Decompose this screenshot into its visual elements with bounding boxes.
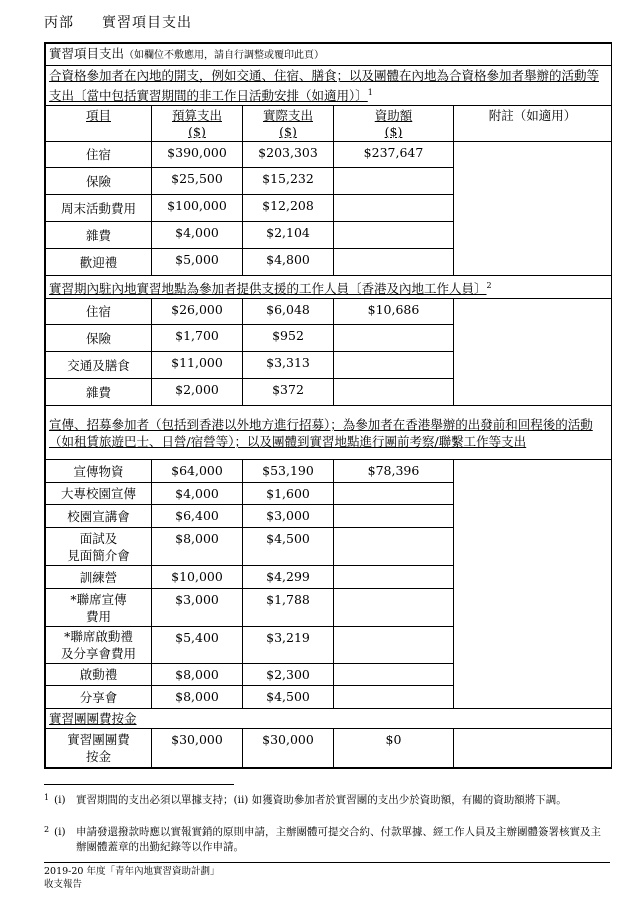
row-grant [334, 195, 454, 222]
col-grant: 資助額 ($) [334, 106, 454, 142]
page-header [44, 12, 192, 32]
column-header-row [46, 106, 612, 142]
footer-line-2: 收支報告 [44, 879, 83, 890]
row-budget: $8,000 [152, 664, 243, 686]
row-budget: $5,000 [152, 249, 243, 276]
row-item: 大專校園宣傳 [46, 483, 152, 505]
row-budget: $64,000 [152, 460, 243, 483]
row-actual: $12,208 [243, 195, 334, 222]
row-grant [334, 589, 454, 627]
row-actual: $2,104 [243, 222, 334, 249]
row-item: 分享會 [46, 686, 152, 709]
row-grant [334, 222, 454, 249]
row-actual: $952 [243, 325, 334, 352]
row-grant [334, 664, 454, 686]
row-grant: $78,396 [334, 460, 454, 483]
row-item: 啟動禮 [46, 664, 152, 686]
row-grant [334, 528, 454, 566]
row-item: 實習團團費 按金 [46, 729, 152, 768]
row-actual: $53,190 [243, 460, 334, 483]
row-actual: $1,600 [243, 483, 334, 505]
row-item: *聯席宣傳 費用 [46, 589, 152, 627]
row-budget: $3,000 [152, 589, 243, 627]
row-grant: $10,686 [334, 299, 454, 325]
row-actual: $6,048 [243, 299, 334, 325]
row-budget: $390,000 [152, 142, 243, 168]
table-row [46, 729, 612, 768]
row-item: 面試及 見面簡介會 [46, 528, 152, 566]
row-item: 住宿 [46, 299, 152, 325]
row-actual: $372 [243, 379, 334, 406]
row-actual: $4,500 [243, 686, 334, 709]
row-item: 訓練營 [46, 566, 152, 589]
row-actual: $1,788 [243, 589, 334, 627]
row-item: 保險 [46, 168, 152, 195]
table-row [46, 460, 612, 483]
section-a-heading: 合資格參加者在內地的開支，例如交通、住宿、膳食；以及團體在內地為合資格參加者舉辦的活動等支出〔當中包括實習期間的非工作日活動安排（如適用）〕$^1$ [46, 66, 612, 106]
col-budget: 預算支出 ($) [152, 106, 243, 142]
row-item: 雜費 [46, 222, 152, 249]
row-budget: $5,400 [152, 627, 243, 664]
section-main-title: 實習項目支出（如欄位不敷應用，請自行調整或覆印此頁） [46, 44, 612, 66]
row-item: *聯席啟動禮 及分享會費用 [46, 627, 152, 664]
row-budget: $10,000 [152, 566, 243, 589]
row-grant [334, 325, 454, 352]
row-budget: $11,000 [152, 352, 243, 379]
footnote-2: 2 (i) 申請發還撥款時應以實報實銷的原則申請，主辦團體可提交合約、付款單據、經工作人員及主辦團體簽署核實及主辦團體蓋章的出勤紀錄等以作申請。 [44, 825, 601, 853]
row-item: 校園宣講會 [46, 505, 152, 528]
row-budget: $2,000 [152, 379, 243, 406]
section-c-heading: 宣傳、招募參加者（包括到香港以外地方進行招募）；為參加者在香港舉辦的出發前和回程後的活動（如租賃旅遊巴士、日營/宿營等）；以及團體到實習地點進行團前考察/聯繫工作等支出 [46, 406, 612, 460]
row-grant: $237,647 [334, 142, 454, 168]
row-actual: $3,219 [243, 627, 334, 664]
row-budget: $1,700 [152, 325, 243, 352]
remark-cell-b [454, 299, 612, 406]
footnote-divider [44, 784, 234, 785]
footer-line-1: 2019-20 年度「青年內地實習資助計劃」 [44, 866, 220, 877]
section-b-heading: 實習期內駐內地實習地點為參加者提供支援的工作人員〔香港及內地工作人員〕$^2$ [46, 276, 612, 299]
expense-form [44, 42, 612, 769]
table-row [46, 299, 612, 325]
table-row [46, 142, 612, 168]
row-budget: $4,000 [152, 222, 243, 249]
row-budget: $26,000 [152, 299, 243, 325]
remark-cell-d [454, 729, 612, 768]
col-item: 項目 [46, 106, 152, 142]
row-item: 雜費 [46, 379, 152, 406]
section-d-heading: 實習團團費按金 [46, 709, 612, 729]
row-actual: $2,300 [243, 664, 334, 686]
row-item: 宣傳物資 [46, 460, 152, 483]
row-actual: $4,299 [243, 566, 334, 589]
remark-cell-a [454, 142, 612, 276]
row-grant [334, 483, 454, 505]
row-budget: $6,400 [152, 505, 243, 528]
row-actual: $3,000 [243, 505, 334, 528]
row-grant [334, 379, 454, 406]
row-actual: $15,232 [243, 168, 334, 195]
row-budget: $8,000 [152, 528, 243, 566]
col-remark: 附註（如適用） [454, 106, 612, 142]
remark-cell-c [454, 460, 612, 709]
row-grant [334, 168, 454, 195]
row-budget: $8,000 [152, 686, 243, 709]
expense-table [45, 43, 612, 768]
row-grant [334, 566, 454, 589]
row-grant [334, 249, 454, 276]
row-grant [334, 352, 454, 379]
row-budget: $100,000 [152, 195, 243, 222]
row-actual: $4,800 [243, 249, 334, 276]
row-grant: $0 [334, 729, 454, 768]
row-actual: $30,000 [243, 729, 334, 768]
row-item: 周末活動費用 [46, 195, 152, 222]
row-grant [334, 505, 454, 528]
row-item: 保險 [46, 325, 152, 352]
footnote-1: 1 (i) 實習期間的支出必須以單據支持；(ii) 如獲資助參加者於實習團的支出少於資助額，有關的資助額將下調。 [44, 793, 567, 806]
row-grant [334, 686, 454, 709]
row-actual: $4,500 [243, 528, 334, 566]
footer-divider [44, 862, 610, 863]
part-label: 丙部 [44, 15, 74, 31]
row-item: 住宿 [46, 142, 152, 168]
row-item: 歡迎禮 [46, 249, 152, 276]
row-actual: $3,313 [243, 352, 334, 379]
row-budget: $4,000 [152, 483, 243, 505]
row-grant [334, 627, 454, 664]
row-item: 交通及膳食 [46, 352, 152, 379]
row-budget: $25,500 [152, 168, 243, 195]
col-actual: 實際支出 ($) [243, 106, 334, 142]
row-budget: $30,000 [152, 729, 243, 768]
part-title: 實習項目支出 [102, 15, 192, 31]
row-actual: $203,303 [243, 142, 334, 168]
